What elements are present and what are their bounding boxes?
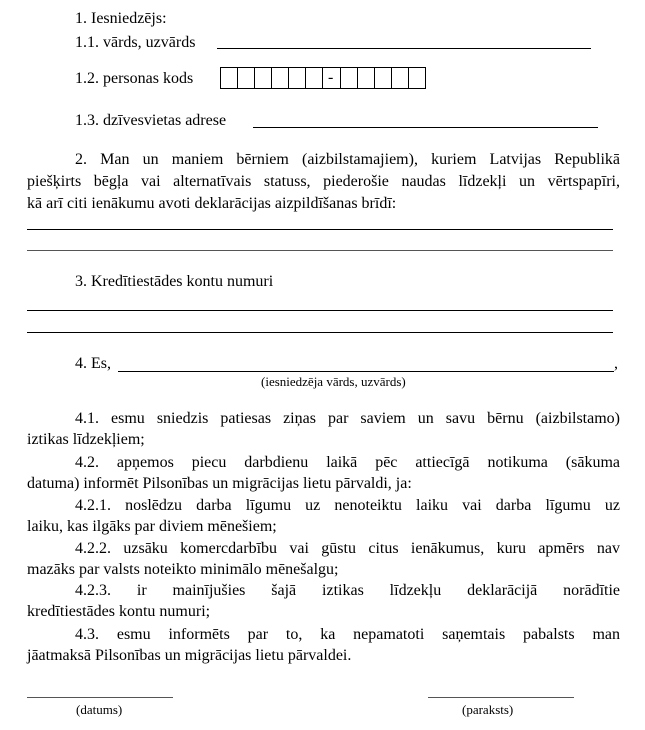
point-4-2-line-2: datuma) informēt Pilsonības un migrācijas lietu pārvaldi, ja: (27, 475, 412, 492)
personal-code-separator-box (322, 67, 341, 89)
signature-caption: (paraksts) (462, 702, 514, 717)
point-4-3-line-2: jāatmaksā Pilsonības un migrācijas lietu pārvaldei. (27, 647, 352, 664)
date-input-line[interactable] (27, 697, 173, 698)
section-4-intro: 4. Es, (75, 355, 111, 372)
accounts-input-line-2[interactable] (27, 332, 613, 333)
point-4-2-3-line-2: kredītiestādes kontu numuri; (27, 603, 211, 620)
section-1-heading: 1. Iesniedzējs: (75, 10, 167, 27)
name-label: 1.1. vārds, uzvārds (75, 34, 196, 51)
assets-input-line-2[interactable] (27, 250, 613, 251)
section-2-line-3: kā arī citi ienākumu avoti deklarācijas aizpildīšanas brīdī: (27, 195, 397, 212)
address-input-line[interactable] (253, 127, 598, 128)
section-2-line-1: 2. Man un maniem bērniem (aizbilstamajiem), kuriem Latvijas Republikā (75, 151, 620, 168)
declarant-comma: , (614, 355, 618, 372)
section-2-line-2: piešķirts bēgļa vai alternatīvais statuss, piederošie naudas līdzekļi un vērtspapīri, (27, 173, 620, 190)
point-4-2-2-line-1: 4.2.2. uzsāku komercdarbību vai gūstu citus ienākumus, kuru apmērs nav (75, 540, 620, 557)
point-4-3-line-1: 4.3. esmu informēts par to, ka nepamatoti saņemtais pabalsts man (75, 626, 620, 643)
personal-code-separator: - (328, 69, 334, 86)
section-3-heading: 3. Kredītiestādes kontu numuri (75, 273, 274, 290)
point-4-2-1-line-1: 4.2.1. noslēdzu darba līgumu uz nenoteiktu laiku vai darba līgumu uz (75, 497, 620, 514)
point-4-2-3-line-1: 4.2.3. ir mainījušies šajā iztikas līdzekļu deklarācijā norādītie (75, 582, 620, 599)
personal-code-label: 1.2. personas kods (75, 70, 194, 87)
name-input-line[interactable] (217, 48, 591, 49)
accounts-input-line-1[interactable] (27, 310, 613, 311)
point-4-1-line-1: 4.1. esmu sniedzis patiesas ziņas par saviem un savu bērnu (aizbilstamo) (75, 410, 620, 427)
date-caption: (datums) (76, 702, 123, 717)
personal-code-second-part[interactable] (340, 67, 426, 89)
declarant-name-caption: (iesniedzēja vārds, uzvārds) (261, 374, 406, 389)
signature-input-line[interactable] (428, 697, 574, 698)
assets-input-line-1[interactable] (27, 229, 613, 230)
point-4-2-1-line-2: laiku, kas ilgāks par diviem mēnešiem; (27, 518, 277, 535)
declarant-name-line[interactable] (118, 371, 614, 372)
address-label: 1.3. dzīvesvietas adrese (75, 112, 227, 129)
personal-code-first-part[interactable] (220, 67, 323, 89)
point-4-2-line-1: 4.2. apņemos piecu darbdienu laikā pēc attiecīgā notikuma (sākuma (75, 454, 620, 471)
point-4-2-2-line-2: mazāks par valsts noteikto minimālo mēnešalgu; (27, 561, 339, 578)
point-4-1-line-2: iztikas līdzekļiem; (27, 431, 145, 448)
